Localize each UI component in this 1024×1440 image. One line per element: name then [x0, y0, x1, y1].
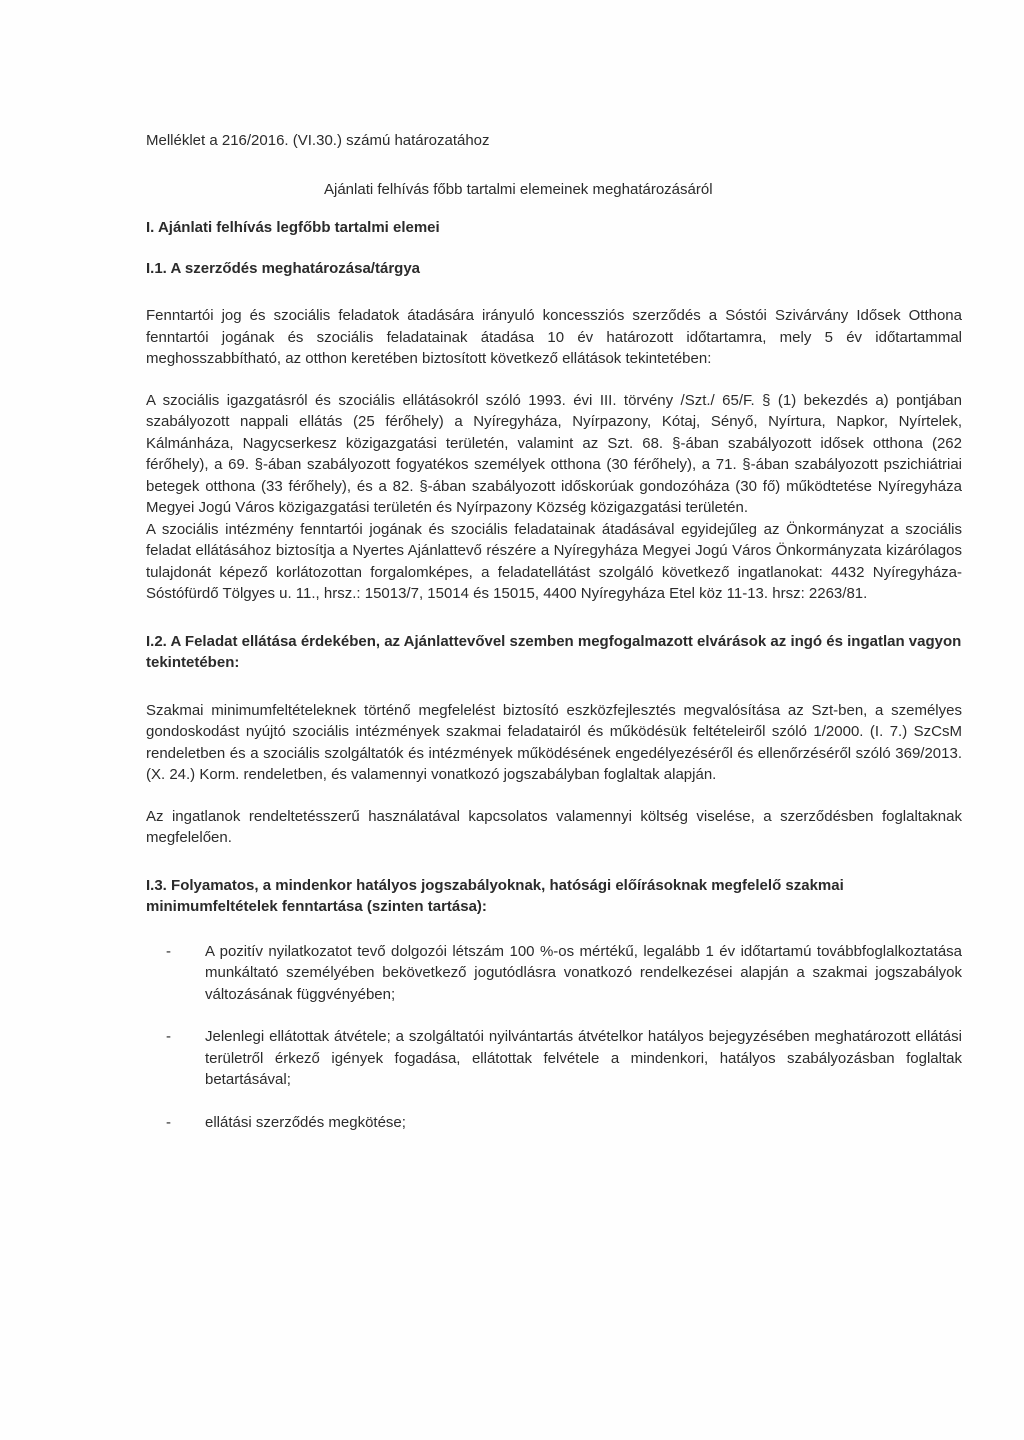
section-2-number: I.2. [146, 632, 167, 650]
list-item-text: ellátási szerződés megkötése; [205, 1113, 406, 1131]
section-1-paragraph-2: A szociális igazgatásról és szociális ellátásokról szóló 1993. évi III. törvény /Szt./ 65/F. § (1) bekezdés a) pontjában szabályozott nappali ellátás (25 férőhely) a Nyíregyháza, Nyírpazony, Kótaj, Sényő, Nyírtura, Napkor, Nyírtelek, Kálmánháza, Nagycserkesz közigazgatási területén, valamint az Szt. 68. §-ában szabályozott idősek otthona (262 férőhely), a 69. §-ában szabályozott fogyatékos személyek otthona (30 férőhely), a 71. §-ában szabályozott pszichiátriai betegek otthona (33 férőhely), és a 82. §-ában szabályozott időskorúak gondozóháza (30 fő) működtetése Nyíregyháza Megyei Jogú Város közigazgatási területén és Nyírpazony Község közigazgatási területén. [146, 391, 962, 516]
section-3-title: Folyamatos, a mindenkor hatályos jogszabályoknak, hatósági előírásoknak megfelelő szakmai minimumfeltételek fenntartása (szinten tartása): [146, 876, 844, 915]
section-1-paragraph-3: A szociális intézmény fenntartói jogának és szociális feladatainak átadásával egyidejűleg az Önkormányzat a szociális feladat ellátásához biztosítja a Nyertes Ajánlattevő részére a Nyíregyháza Megyei Jogú Város Önkormányzata kizárólagos tulajdonát képező korlátozottan forgalomképes, a feladatellátást szolgáló következő ingatlanokat: 4432 Nyíregyháza-Sóstófürdő Tölgyes u. 11., hrsz.: 15013/7, 15014 és 15015, 4400 Nyíregyháza Etel köz 11-13. hrsz: 2263/81. [146, 520, 962, 602]
document-body [146, 130, 962, 1154]
list-item-text: A pozitív nyilatkozatot tevő dolgozói létszám 100 %-os mértékű, legalább 1 év időtartamú továbbfoglalkoztatása munkáltató személyében bekövetkező jogutódlásra vonatkozó rendelkezései alapján a szakmai jogszabályok változásának függvényében; [205, 942, 962, 1003]
document-title: Ajánlati felhívás főbb tartalmi elemeinek meghatározásáról [324, 180, 713, 198]
list-item [146, 1026, 962, 1091]
section-main-heading: I. Ajánlati felhívás legfőbb tartalmi elemei [146, 219, 440, 236]
section-2-title: A Feladat ellátása érdekében, az Ajánlattevővel szemben megfogalmazott elvárások az ingó és ingatlan vagyon tekintetében: [146, 632, 962, 671]
annex-reference: Melléklet a 216/2016. (VI.30.) számú határozatához [146, 132, 490, 149]
section-3-number: I.3. [146, 876, 167, 894]
dash-marker: - [166, 1028, 171, 1045]
section-2-paragraph-1: Szakmai minimumfeltételeknek történő megfelelést biztosító eszközfejlesztés megvalósítása az Szt-ben, a személyes gondoskodást nyújtó szociális intézmények szakmai feladatairól és működésük feltételeiről szóló 1/2000. (I. 7.) SzCsM rendeletben és a szociális szolgáltatók és intézmények működésének engedélyezéséről és ellenőrzéséről szóló 369/2013. (X. 24.) Korm. rendeletben, és valamennyi vonatkozó jogszabályban foglaltak alapján. [146, 701, 962, 783]
section-2-paragraph-2: Az ingatlanok rendeltetésszerű használatával kapcsolatos valamennyi költség viselése, a szerződésben foglaltaknak megfelelően. [146, 807, 962, 846]
section-1-paragraph-1: Fenntartói jog és szociális feladatok átadására irányuló koncessziós szerződés a Sóstói Szivárvány Idősek Otthona fenntartói jogának és szociális feladatainak átadása 10 év határozott időtartamra, mely 5 év időtartammal meghosszabbítható, az otthon keretében biztosított következő ellátások tekintetében: [146, 307, 962, 367]
list-item-text: Jelenlegi ellátottak átvétele; a szolgáltatói nyilvántartás átvételkor hatályos bejegyzésében meghatározott ellátási területről érkező igények fogadása, ellátottak felvétele a mindenkori, hatályos szabályozásban foglaltak betartásával; [205, 1028, 962, 1088]
dash-marker: - [166, 942, 171, 960]
section-3-heading [146, 875, 962, 918]
section-2-heading [146, 631, 962, 674]
section-3-list [146, 941, 962, 1134]
dash-marker: - [166, 1113, 171, 1131]
list-item [146, 1112, 962, 1134]
section-1-heading: I.1. A szerződés meghatározása/tárgya [146, 259, 420, 277]
list-item [146, 941, 962, 1006]
